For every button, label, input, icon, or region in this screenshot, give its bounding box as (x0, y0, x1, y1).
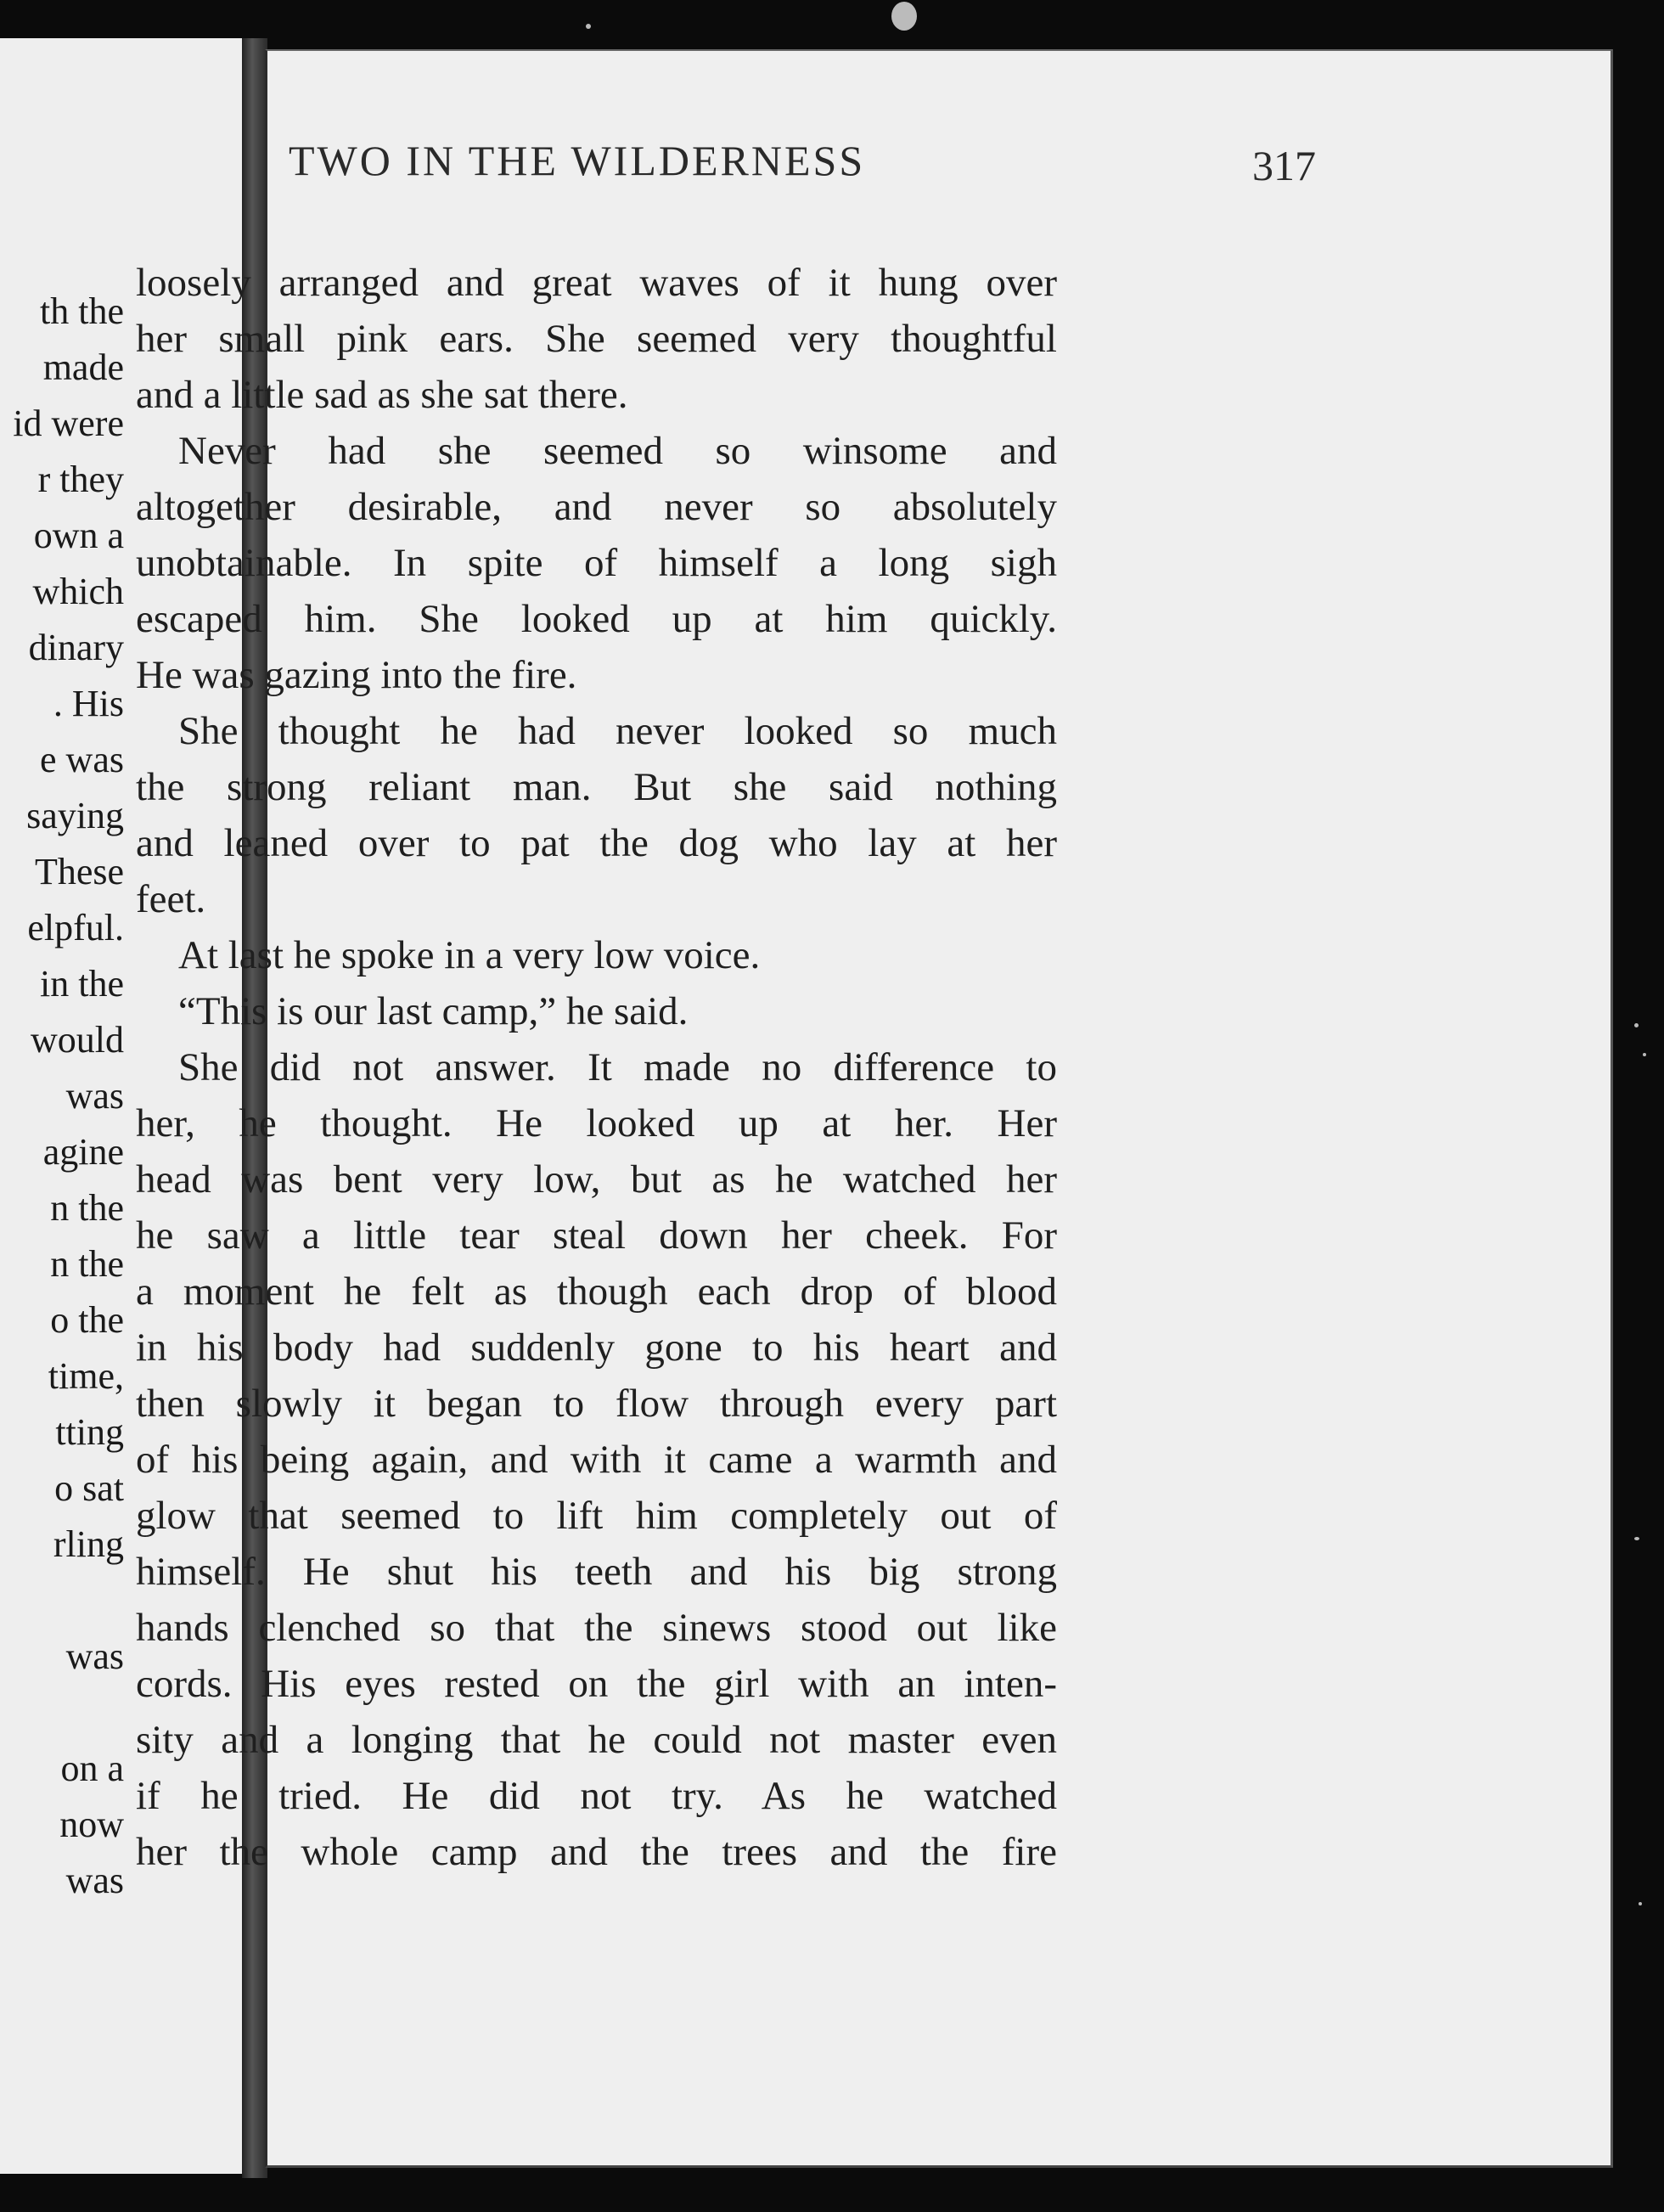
left-page-line: e was (40, 739, 124, 780)
body-line: unobtainable. In spite of himself a long sigh (136, 541, 1057, 585)
body-line: if he tried. He did not try. As he watched (136, 1774, 1057, 1818)
body-line: and a little sad as she sat there. (136, 373, 628, 417)
left-page-line: made (42, 346, 124, 388)
scan-speck (1634, 1537, 1639, 1540)
body-line: feet. (136, 877, 206, 921)
scan-speck (1634, 1023, 1639, 1027)
body-line: and leaned over to pat the dog who lay at her (136, 821, 1057, 865)
body-line: loosely arranged and great waves of it hung over (136, 261, 1057, 305)
body-line: altogether desirable, and never so absolutely (136, 485, 1057, 529)
body-line: in his body had suddenly gone to his heart and (136, 1326, 1057, 1370)
body-line: then slowly it began to flow through every part (136, 1382, 1057, 1426)
left-page-line: These (34, 851, 124, 892)
left-page-line: saying (26, 795, 124, 836)
body-line: her small pink ears. She seemed very thoughtful (136, 317, 1057, 361)
left-page-line: was (65, 1075, 124, 1117)
left-page-line: agine (42, 1131, 124, 1173)
left-page-line: was (65, 1860, 124, 1901)
body-line: “This is our last camp,” he said. (178, 989, 689, 1033)
scan-speck (1639, 1902, 1642, 1905)
page-number: 317 (1252, 142, 1316, 189)
body-text (136, 255, 1057, 1880)
body-line: her, he thought. He looked up at her. Her (136, 1101, 1057, 1145)
left-page-line: . His (53, 683, 124, 724)
body-line: cords. His eyes rested on the girl with an inten- (136, 1662, 1057, 1706)
scan-speck (586, 24, 591, 29)
left-page-line: th the (40, 290, 124, 332)
left-page-line: which (32, 571, 124, 612)
body-line: She thought he had never looked so much (178, 709, 1057, 753)
body-line: himself. He shut his teeth and his big strong (136, 1550, 1057, 1594)
body-line: her the whole camp and the trees and the fire (136, 1830, 1057, 1874)
body-line: He was gazing into the fire. (136, 653, 577, 697)
scan-speck (1643, 1053, 1646, 1056)
left-page-line: now (59, 1804, 124, 1845)
body-line: At last he spoke in a very low voice. (178, 933, 761, 977)
body-line: She did not answer. It made no difference to (178, 1045, 1057, 1089)
running-head-title: TWO IN THE WILDERNESS (289, 137, 866, 184)
left-page-line: n the (50, 1243, 124, 1285)
left-page-line: o the (50, 1299, 124, 1341)
body-line: the strong reliant man. But she said nothing (136, 765, 1057, 809)
left-page-line: rling (53, 1523, 124, 1565)
left-page-line: time, (48, 1355, 124, 1397)
body-line: a moment he felt as though each drop of blood (136, 1269, 1057, 1314)
body-line: hands clenched so that the sinews stood out like (136, 1606, 1057, 1650)
left-page-line: elpful. (27, 907, 124, 948)
left-page-line: n the (50, 1187, 124, 1229)
left-page-line: tting (55, 1411, 124, 1453)
body-line: of his being again, and with it came a warmth and (136, 1438, 1057, 1482)
left-page-line: on a (60, 1748, 124, 1789)
left-page-line: own a (33, 515, 124, 556)
left-page-line: o sat (54, 1467, 124, 1509)
scan-speck (891, 2, 917, 31)
left-page-line: would (31, 1019, 124, 1061)
left-page-line: id were (13, 402, 124, 444)
body-line: sity and a longing that he could not master even (136, 1718, 1057, 1762)
body-line: Never had she seemed so winsome and (178, 429, 1057, 473)
body-line: he saw a little tear steal down her cheek. For (136, 1213, 1057, 1258)
body-line: escaped him. She looked up at him quickly. (136, 597, 1057, 641)
body-line: head was bent very low, but as he watched her (136, 1157, 1057, 1202)
left-page-line: was (65, 1635, 124, 1677)
left-page-line: r they (37, 459, 124, 500)
left-page-line: dinary (28, 627, 124, 668)
body-line: glow that seemed to lift him completely out of (136, 1494, 1057, 1538)
left-page-line: in the (40, 963, 124, 1005)
